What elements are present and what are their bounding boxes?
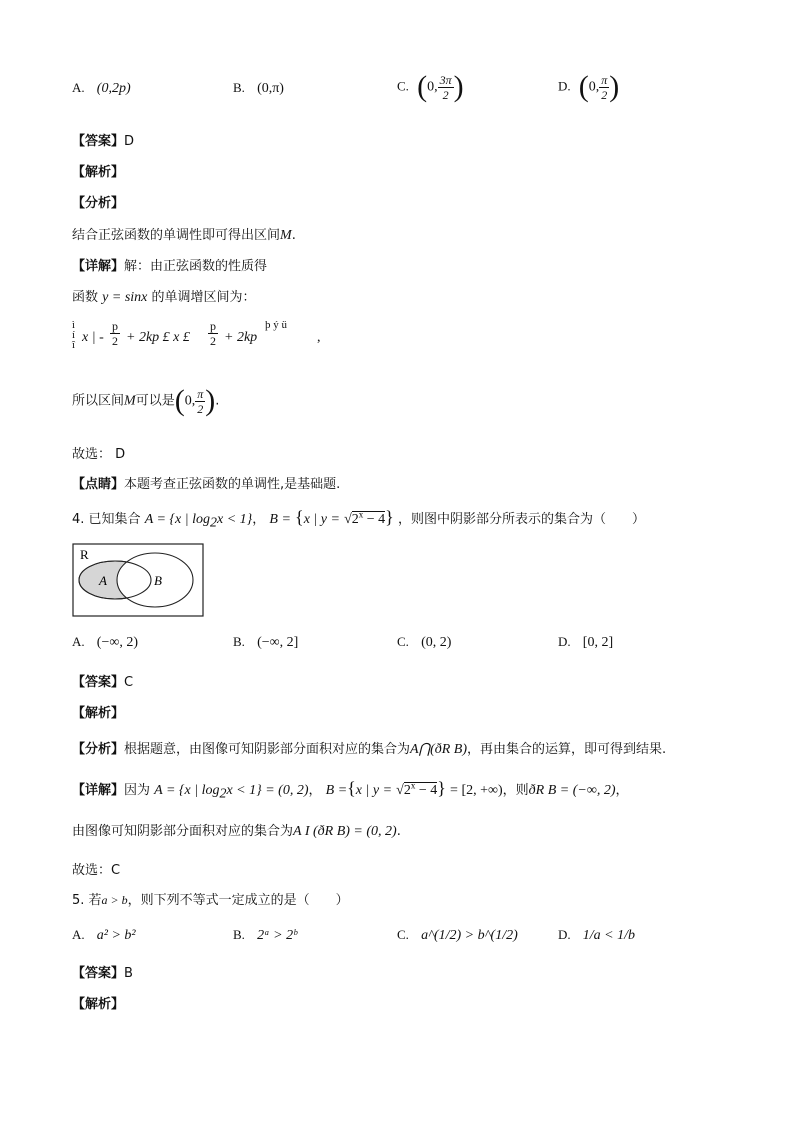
detail-sep: ，: [308, 783, 322, 798]
fraction-denominator: 2: [210, 334, 216, 348]
log-base: 2: [209, 515, 217, 531]
stem-post: ，则下列不等式一定成立的是（ ）: [127, 893, 349, 908]
q3-analysis-tag: 【解析】: [72, 165, 125, 180]
conclusion-mid: 可以是: [135, 393, 175, 409]
option-prefix: 0,: [588, 79, 600, 95]
q4-result-line: [72, 820, 401, 840]
q5-option-c: [397, 927, 518, 944]
option-letter: A.: [72, 927, 85, 942]
option-value: a^(1/2) > b^(1/2): [421, 928, 518, 943]
q4-fenxi-line: [72, 738, 666, 758]
result-pre: 由图像可知阴影部分面积对应的集合为: [72, 824, 294, 839]
detail-then: ，则: [502, 783, 529, 798]
sqrt-body: [352, 511, 385, 527]
detail-set-a-tail: x < 1} = (0, 2): [226, 783, 309, 798]
q3-option-a: [72, 80, 131, 97]
option-letter: C.: [397, 78, 409, 94]
right-brace-glyph: þ ý ü: [265, 319, 287, 331]
q5-analysis-tag: 【解析】: [72, 997, 125, 1012]
answer-tag: 【答案】: [72, 966, 125, 981]
option-letter: A.: [72, 80, 85, 95]
fenxi-text-2: ，再由集合的运算，即可得到结果.: [467, 742, 667, 757]
fraction-denominator: 2: [442, 87, 449, 102]
fraction-numerator: π: [601, 72, 608, 87]
brace-open: {: [295, 507, 304, 527]
q5-stem: [72, 889, 349, 908]
universe-label: R: [80, 547, 89, 562]
set-left: x | -: [82, 330, 104, 345]
set-a-expression: A = {x | log: [144, 512, 210, 527]
set-middle: + 2kp £ x £: [126, 330, 190, 345]
brace-close: }: [385, 507, 394, 527]
fenxi-expression: A⋂(ðR B): [410, 742, 467, 757]
option-fraction: [438, 74, 454, 101]
q4-analysis-tag: 【解析】: [72, 706, 125, 721]
sqrt-base: 2: [351, 512, 359, 527]
q3-option-b: [233, 80, 284, 97]
fraction-numerator: p: [112, 319, 118, 333]
brace-open: {: [347, 778, 356, 798]
fraction-numerator: p: [210, 319, 216, 333]
option-value: (0,π): [257, 81, 284, 96]
q4-answer-line: [72, 671, 133, 690]
q4-stem: [72, 507, 645, 532]
answer-tag: 【答案】: [72, 134, 125, 149]
stem-expression: a > b: [101, 893, 128, 907]
set-fraction-2: [208, 320, 218, 347]
q4-option-d: [558, 634, 613, 651]
set-a-label: A: [99, 573, 107, 588]
q5-answer-line: [72, 962, 133, 981]
detail-tag: 【详解】: [72, 259, 125, 274]
detail-complement: ðR B = (−∞, 2): [528, 783, 616, 798]
option-letter: D.: [558, 927, 571, 942]
conclusion-end: .: [215, 393, 220, 409]
sqrt-base: 2: [403, 783, 411, 798]
sqrt-exponent: x: [410, 780, 416, 791]
option-letter: D.: [558, 78, 571, 94]
option-value: 2ᵃ > 2ᵇ: [257, 928, 297, 943]
q3-answer-line: [72, 130, 134, 149]
comment-tag: 【点睛】: [72, 477, 125, 492]
option-letter: C.: [397, 634, 409, 649]
stem-pre: 4. 已知集合: [72, 512, 141, 527]
option-letter: D.: [558, 634, 571, 649]
venn-diagram: [72, 543, 204, 618]
q4-option-a: [72, 634, 138, 651]
paren-open: (: [417, 70, 428, 103]
fenxi-tag: 【分析】: [72, 742, 125, 757]
function-pre: 函数: [72, 290, 99, 305]
option-letter: B.: [233, 80, 245, 95]
detail-set-b-result: = [2, +∞): [450, 783, 503, 798]
option-value: (−∞, 2): [96, 635, 138, 650]
fraction-numerator: π: [197, 386, 204, 401]
left-brace-glyph: ì í î: [72, 319, 76, 351]
answer-value: B: [124, 966, 133, 981]
fenxi-var: M: [280, 228, 292, 243]
q5-option-a: [72, 927, 136, 944]
conclusion-var: M: [124, 393, 136, 409]
q5-option-d: [558, 927, 635, 944]
set-comma: ,: [317, 330, 321, 345]
q3-conclusion-line: [72, 384, 219, 418]
detail-end: ，: [615, 783, 629, 798]
log-base: 2: [219, 786, 227, 802]
q3-option-c: [397, 70, 464, 104]
sqrt-tail: − 4: [363, 512, 386, 527]
option-value: 1/a < 1/b: [582, 928, 636, 943]
conclusion-fraction: [195, 388, 205, 415]
q4-option-b: [233, 634, 298, 651]
brace-close: }: [437, 778, 446, 798]
q3-detail-line: [72, 255, 267, 274]
detail-set-b-inner: x | y =: [355, 783, 393, 798]
q4-choose: 故选：C: [72, 863, 121, 878]
sqrt-tail: − 4: [415, 783, 438, 798]
answer-value: C: [124, 675, 134, 690]
q3-choose: 故选： D: [72, 447, 126, 462]
q4-detail-line: [72, 778, 629, 803]
detail-text: 解：由正弦函数的性质得: [124, 259, 268, 274]
fenxi-text-1: 根据题意，由图像可知阴影部分面积对应的集合为: [124, 742, 411, 757]
detail-tag: 【详解】: [72, 783, 125, 798]
fraction-numerator: 3π: [439, 72, 452, 87]
stem-comma: ，: [252, 512, 266, 527]
set-b-label: B =: [269, 512, 291, 527]
detail-set-b: B =: [325, 783, 348, 798]
stem-post: ，则图中阴影部分所表示的集合为（ ）: [397, 512, 645, 527]
comment-text: 本题考查正弦函数的单调性,是基础题.: [124, 477, 341, 492]
answer-tag: 【答案】: [72, 675, 125, 690]
sqrt-body: [404, 782, 437, 798]
paren-open: (: [578, 70, 589, 103]
paren-close: ): [205, 384, 216, 417]
q4-option-c: [397, 634, 451, 651]
answer-value: D: [124, 134, 135, 149]
q3-fenxi-line: [72, 224, 296, 244]
fraction-denominator: 2: [601, 87, 608, 102]
detail-pre: 因为: [124, 783, 151, 798]
conclusion-pre: 所以区间: [72, 393, 125, 409]
paren-close: ): [609, 70, 620, 103]
paren-close: ): [453, 70, 464, 103]
set-b-label: B: [154, 573, 162, 588]
set-b-inner: x | y =: [303, 512, 340, 527]
function-expression: y = sinx: [102, 290, 148, 305]
stem-pre: 5. 若: [72, 893, 102, 908]
option-value: (0,2p): [96, 81, 131, 96]
q3-fenxi-tag: 【分析】: [72, 196, 125, 211]
fraction-denominator: 2: [112, 334, 118, 348]
option-value: [0, 2]: [582, 635, 614, 650]
option-letter: B.: [233, 634, 245, 649]
q3-option-d: [558, 70, 619, 104]
option-letter: A.: [72, 634, 85, 649]
option-value: (−∞, 2]: [257, 635, 299, 650]
set-fraction-1: [110, 320, 120, 347]
option-value: (0, 2): [421, 635, 452, 650]
paren-open: (: [174, 384, 185, 417]
q3-function-line: [72, 286, 256, 306]
sqrt-exponent: x: [358, 509, 364, 520]
sqrt-sign: √: [396, 783, 404, 798]
option-prefix: 0,: [427, 79, 438, 95]
fenxi-end: .: [291, 228, 296, 243]
set-a-tail: x < 1}: [216, 512, 253, 527]
q3-comment-line: [72, 473, 340, 492]
option-fraction: [599, 74, 609, 101]
option-value: a² > b²: [96, 928, 136, 943]
detail-set-a: A = {x | log: [154, 783, 220, 798]
function-post: 的单调增区间为：: [151, 290, 256, 305]
sqrt-sign: √: [344, 512, 352, 527]
fenxi-text: 结合正弦函数的单调性即可得出区间: [72, 228, 281, 243]
set-tail-expression: + 2kp: [224, 330, 258, 345]
q5-option-b: [233, 927, 297, 944]
result-end: .: [396, 824, 401, 839]
option-letter: C.: [397, 927, 409, 942]
result-expression: A I (ðR B) = (0, 2): [293, 824, 397, 839]
conclusion-prefix: 0,: [184, 393, 196, 409]
option-letter: B.: [233, 927, 245, 942]
fraction-denominator: 2: [197, 401, 204, 416]
